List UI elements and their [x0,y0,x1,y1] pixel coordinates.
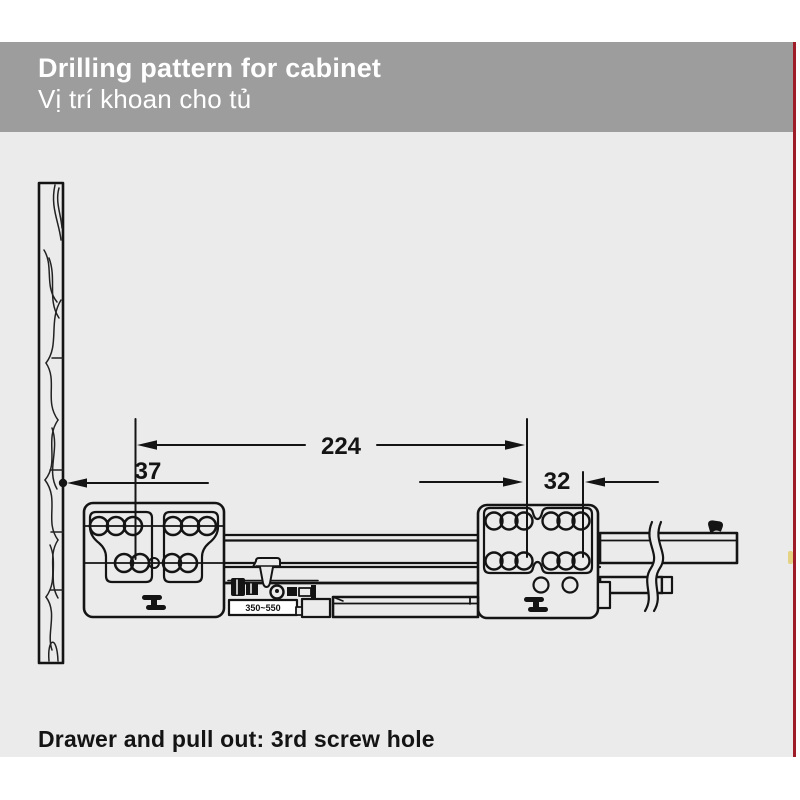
locking-clamp [228,558,318,599]
panel-outline [39,183,63,663]
lower-bar-step [662,577,672,593]
dim-224-label: 224 [320,433,362,460]
clamp-block [299,588,311,596]
dimension-224 [137,433,525,460]
page-subtitle: Vị trí khoan cho tủ [38,84,252,114]
dim-37-label: 37 [134,458,162,485]
clamp-block [231,578,245,596]
arrowhead-left-icon [585,477,605,486]
wood-grain [44,185,63,661]
clamp-block [311,585,316,599]
caption-text: Drawer and pull out: 3rd screw hole [38,726,435,752]
drawer-rail-bar [229,597,478,617]
dimension-32 [420,468,658,495]
rear-rail-tube [600,521,737,593]
latch-piece [302,599,330,617]
clamp-block [246,582,258,595]
rail-tube [600,533,737,563]
arrowhead-left-icon [137,440,157,450]
rear-bracket-tab [598,582,610,608]
rail-hook-icon [709,521,723,533]
arrowhead-right-icon [505,440,525,450]
arrowhead-left-icon [67,478,87,487]
technical-drawing [0,132,797,757]
dim-32-label: 32 [543,468,571,495]
dimension-37 [67,458,208,488]
arrowhead-right-icon [503,477,523,486]
cabinet-side-panel [39,183,67,663]
front-mounting-bracket [84,503,224,617]
rear-mounting-bracket [478,505,610,618]
reference-dot [59,479,67,487]
drawer-member [333,597,478,617]
clamp-block [287,587,297,596]
page-title: Drilling pattern for cabinet [38,53,382,83]
header-bar [0,42,794,132]
slide-label: 350~550 [245,603,281,613]
